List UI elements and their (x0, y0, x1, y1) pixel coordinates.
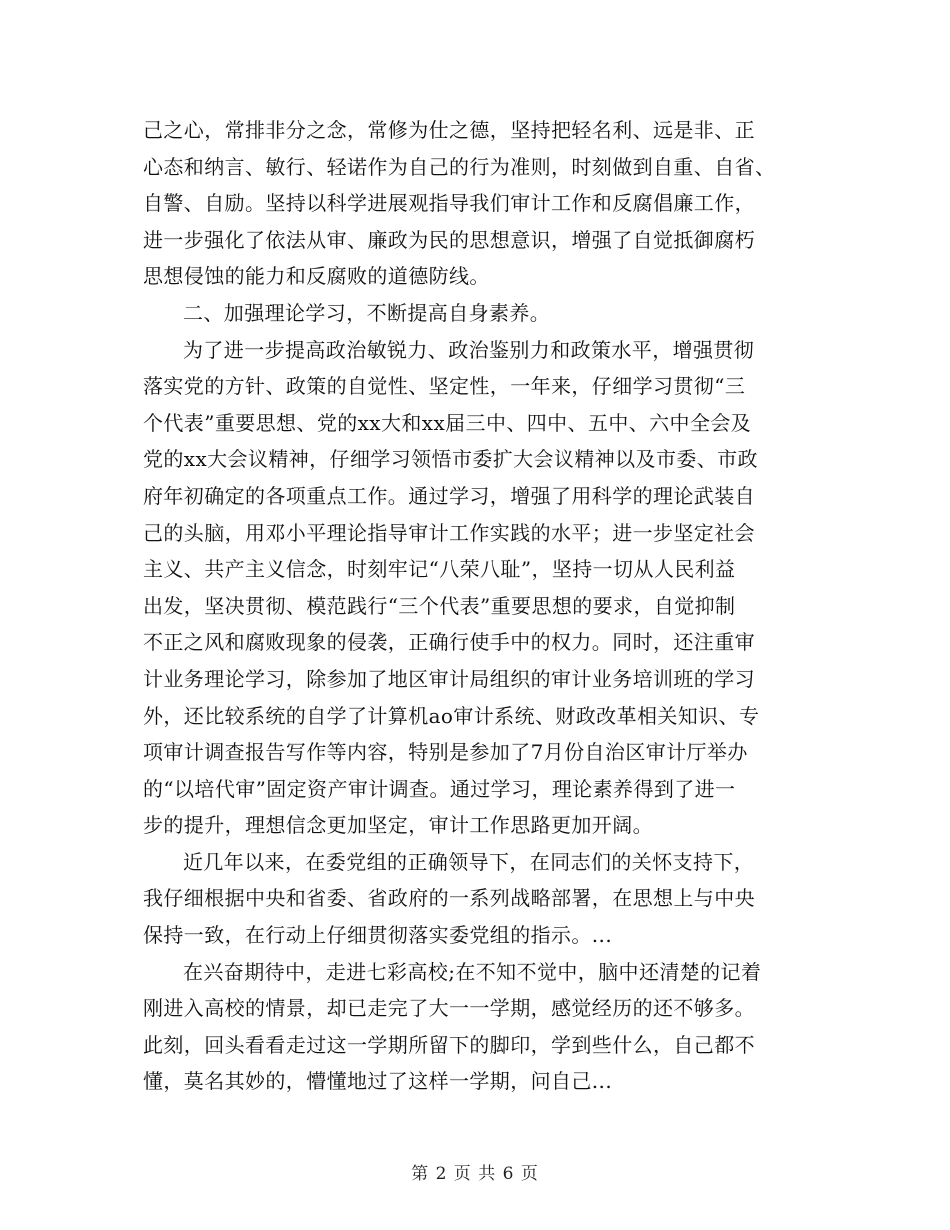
text-line: 我仔细根据中央和省委、省政府的一系列战略部署，在思想上与中央 (143, 886, 755, 911)
text-line: 二、加强理论学习，不断提高自身素养。 (183, 300, 551, 325)
text-line: 落实党的方针、政策的自觉性、坚定性，一年来，仔细学习贯彻“三 (143, 374, 746, 399)
text-line: 主义、共产主义信念，时刻牢记“八荣八耻”，坚持一切从人民利益 (143, 557, 736, 582)
text-line: 党的xx大会议精神，仔细学习领悟市委扩大会议精神以及市委、市政 (143, 447, 758, 472)
text-line: 府年初确定的各项重点工作。通过学习，增强了用科学的理论武装自 (143, 483, 755, 508)
text-line: 己的头脑，用邓小平理论指导审计工作实践的水平；进一步坚定社会 (143, 520, 755, 545)
text-line: 自警、自励。坚持以科学进展观指导我们审计工作和反腐倡廉工作， (143, 191, 755, 216)
page-footer: 第 2 页 共 6 页 (411, 1164, 539, 1184)
text-line: 进一步强化了依法从审、廉政为民的思想意识，增强了自觉抵御腐朽 (143, 227, 755, 252)
text-line: 计业务理论学习，除参加了地区审计局组织的审计业务培训班的学习 (143, 666, 755, 691)
text-line: 外，还比较系统的自学了计算机ao审计系统、财政改革相关知识、专 (143, 703, 760, 728)
text-line: 项审计调查报告写作等内容，特别是参加了7月份自治区审计厅举办 (143, 740, 748, 765)
text-line: 思想侵蚀的能力和反腐败的道德防线。 (143, 264, 490, 289)
text-line: 保持一致，在行动上仔细贯彻落实委党组的指示。... (143, 923, 613, 948)
text-line: 在兴奋期待中，走进七彩高校;在不知不觉中，脑中还清楚的记着 (183, 959, 762, 984)
text-line: 心态和纳言、敏行、轻诺作为自己的行为准则，时刻做到自重、自省、 (143, 154, 776, 179)
text-line: 不正之风和腐败现象的侵袭，正确行使手中的权力。同时，还注重审 (143, 630, 755, 655)
text-line: 刚进入高校的情景，却已走完了大一一学期，感觉经历的还不够多。 (143, 996, 755, 1021)
text-line: 己之心，常排非分之念，常修为仕之德，坚持把轻名利、远是非、正 (143, 118, 755, 142)
text-line: 近几年以来，在委党组的正确领导下，在同志们的关怀支持下， (183, 849, 755, 874)
text-line: 步的提升，理想信念更加坚定，审计工作思路更加开阔。 (143, 813, 653, 838)
text-line: 的“以培代审”固定资产审计调查。通过学习，理论素养得到了进一 (143, 776, 736, 801)
text-line: 为了进一步提高政治敏锐力、政治鉴别力和政策水平，增强贯彻 (183, 337, 755, 362)
text-line: 此刻，回头看看走过这一学期所留下的脚印，学到些什么，自己都不 (143, 1032, 755, 1057)
text-line: 懂，莫名其妙的，懵懂地过了这样一学期，问自己... (143, 1069, 613, 1094)
text-line: 个代表”重要思想、党的xx大和xx届三中、四中、五中、六中全会及 (143, 410, 752, 435)
document-body (143, 112, 823, 1100)
text-line: 出发，坚决贯彻、模范践行“三个代表”重要思想的要求，自觉抑制 (143, 593, 736, 618)
